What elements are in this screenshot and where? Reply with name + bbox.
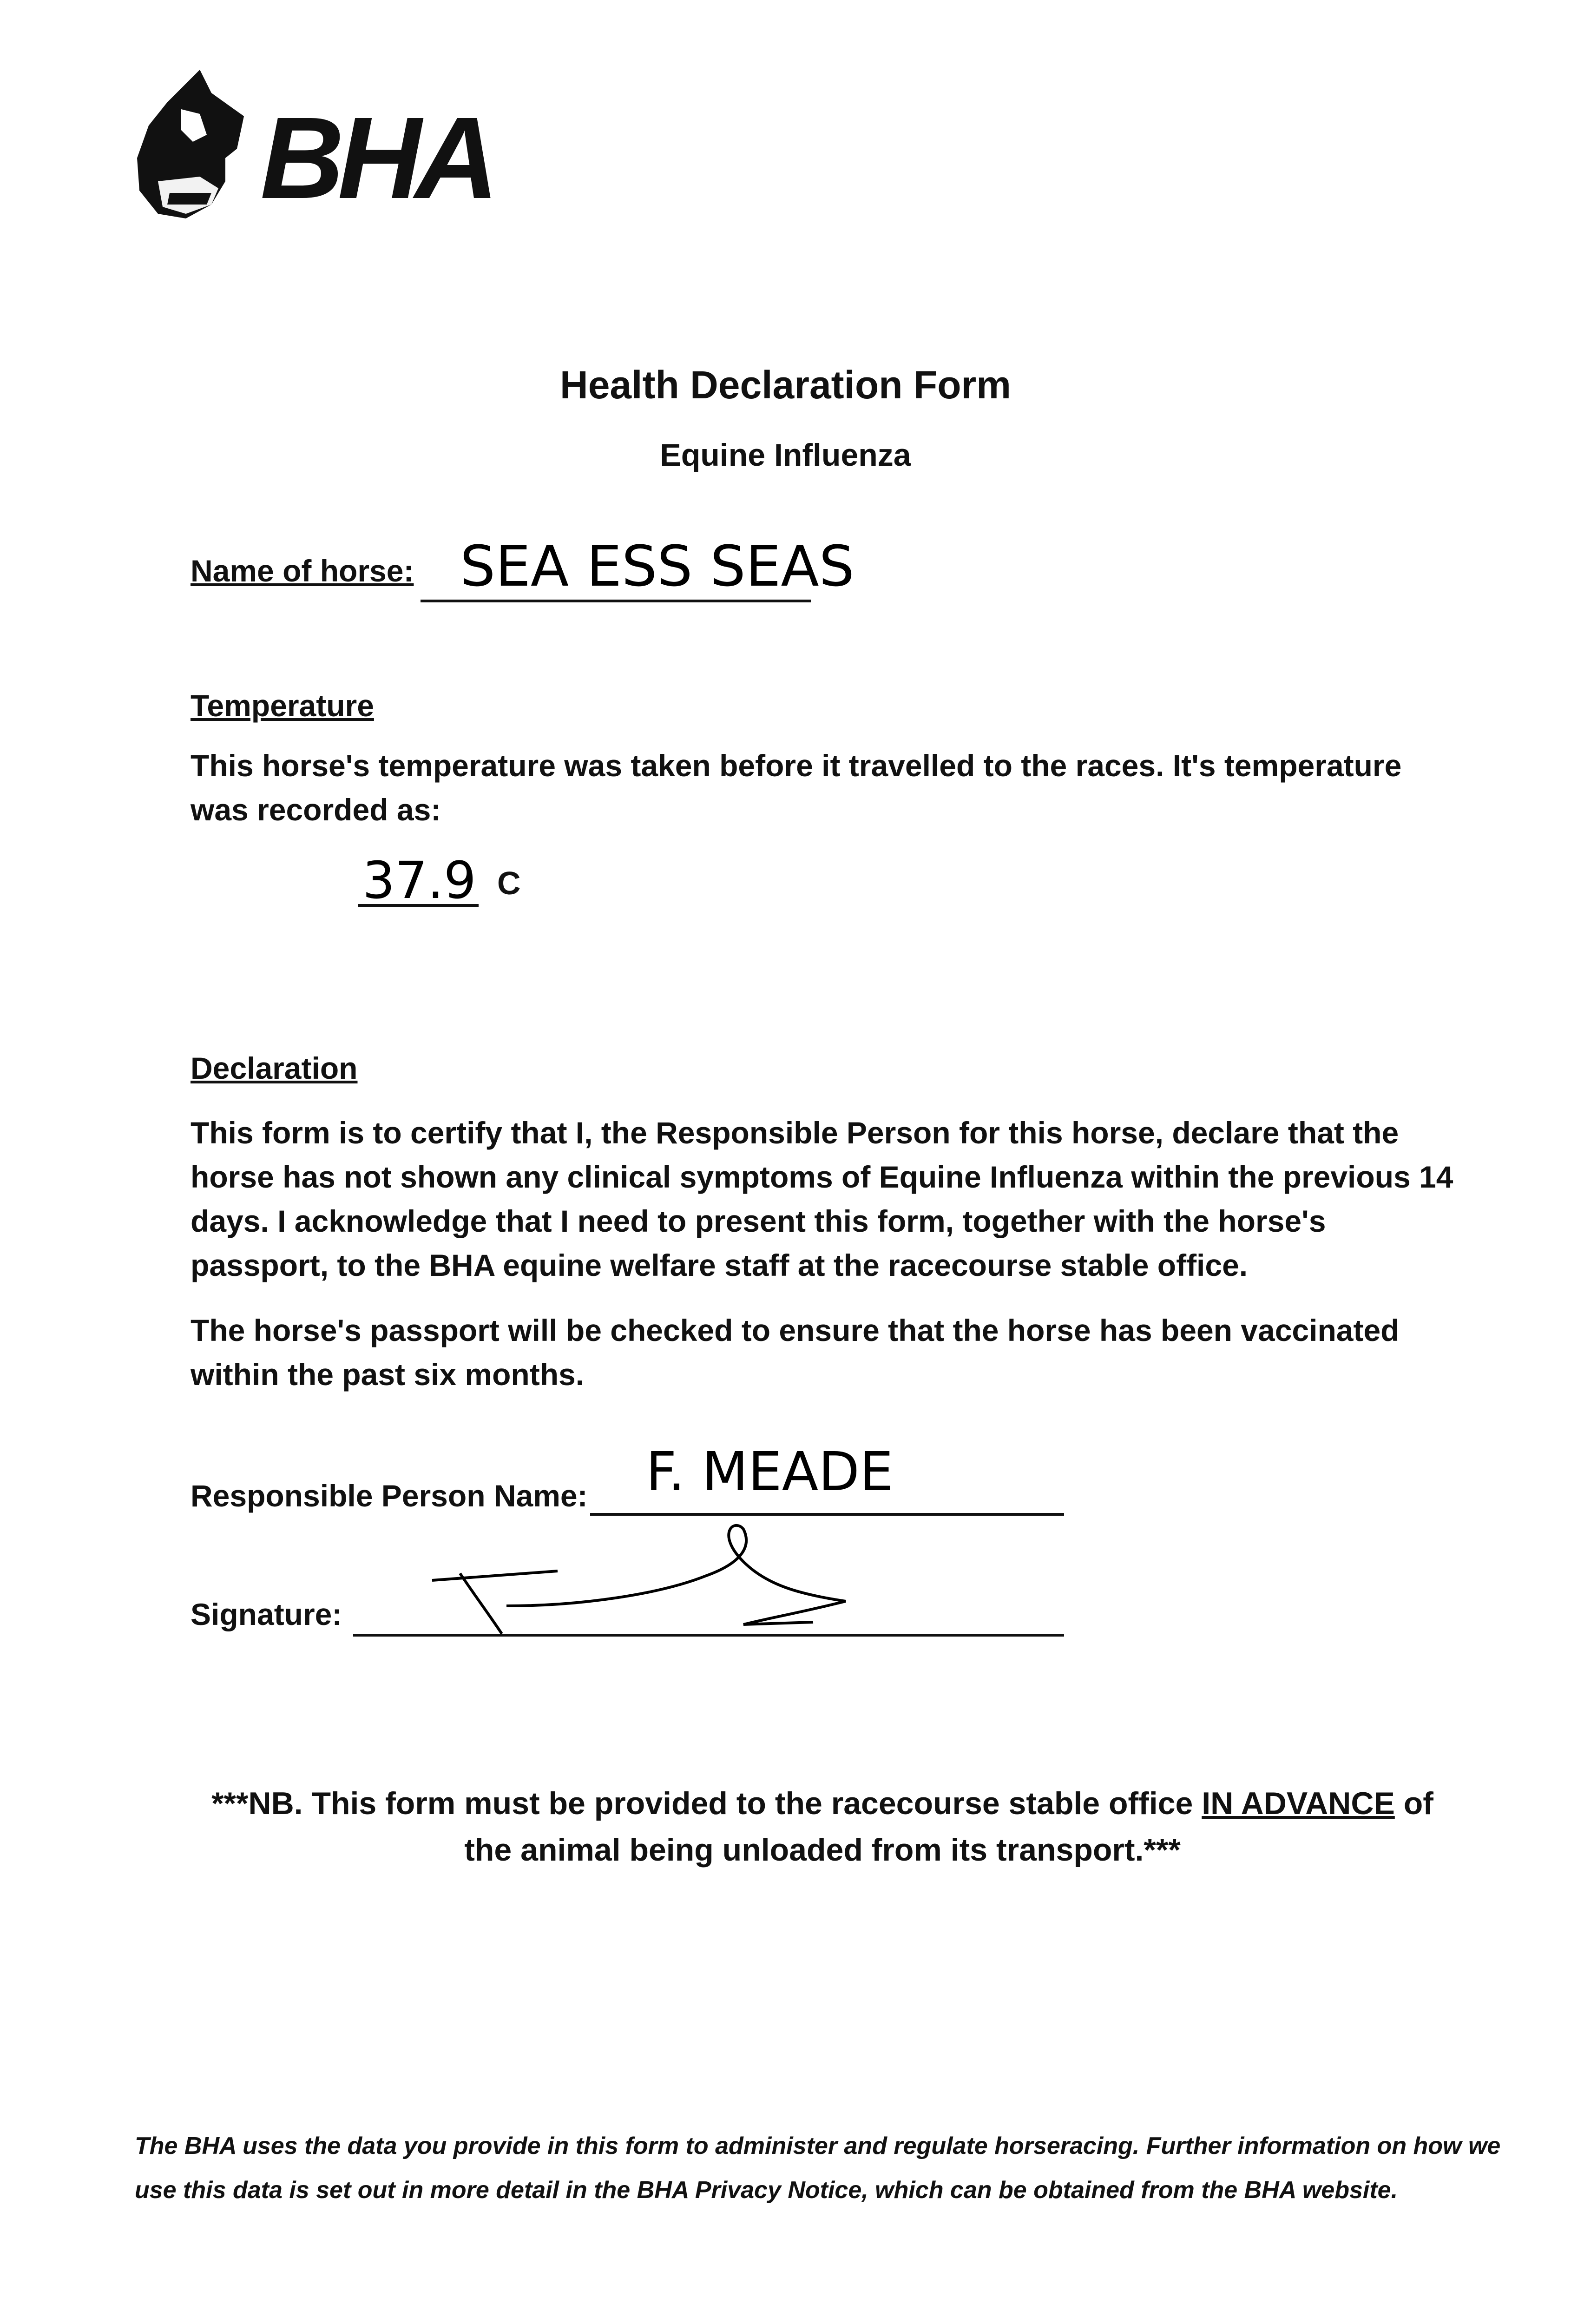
- bha-horse-logo-icon: [130, 65, 270, 223]
- temperature-text: This horse's temperature was taken before it travelled to the races. It's temperature was recorded as:: [191, 748, 1402, 827]
- advance-notice: [195, 1780, 1450, 1873]
- declaration-paragraph-2: The horse's passport will be checked to ensure that the horse has been vaccinated within the past six months.: [191, 1313, 1400, 1392]
- form-title: Health Declaration Form: [560, 363, 1011, 407]
- advance-notice-emphasis: IN ADVANCE: [1202, 1786, 1395, 1821]
- temperature-unit: C: [497, 865, 521, 901]
- signature-drawing: [418, 1520, 929, 1641]
- advance-notice-suffix: of the animal being unloaded from its transport.***: [464, 1786, 1433, 1868]
- responsible-person-label: Responsible Person Name:: [191, 1479, 588, 1513]
- form-subtitle: Equine Influenza: [660, 437, 911, 473]
- privacy-footer: The BHA uses the data you provide in this form to administer and regulate horseracing. Further information on how we use this data is set out in more detail in the BHA Privacy Notice, which can be obtained from the BHA website.: [135, 2133, 1501, 2204]
- advance-notice-prefix: ***NB. This form must be provided to the racecourse stable office: [211, 1786, 1193, 1821]
- signature-label: Signature:: [191, 1597, 342, 1631]
- horse-name-line: [421, 600, 811, 602]
- responsible-person-line: [590, 1513, 1064, 1516]
- temperature-heading: Temperature: [191, 688, 374, 723]
- declaration-heading: Declaration: [191, 1051, 358, 1085]
- temperature-value-line: [358, 904, 479, 907]
- horse-name-label: Name of horse:: [191, 554, 414, 588]
- bha-logo-text: BHA: [260, 93, 493, 223]
- temperature-value: 37.9: [362, 851, 476, 910]
- declaration-paragraph-1: This form is to certify that I, the Responsible Person for this horse, declare that the horse has not shown any clinical symptoms of Equine Influenza within the previous 14 days. I acknowledge that I need to present this form, together with the horse's passport, to the BHA equine welfare staff at the racecourse stable office.: [191, 1116, 1453, 1282]
- responsible-person-value: F. MEADE: [646, 1441, 894, 1503]
- horse-name-value: SEA ESS SEAS: [460, 535, 855, 599]
